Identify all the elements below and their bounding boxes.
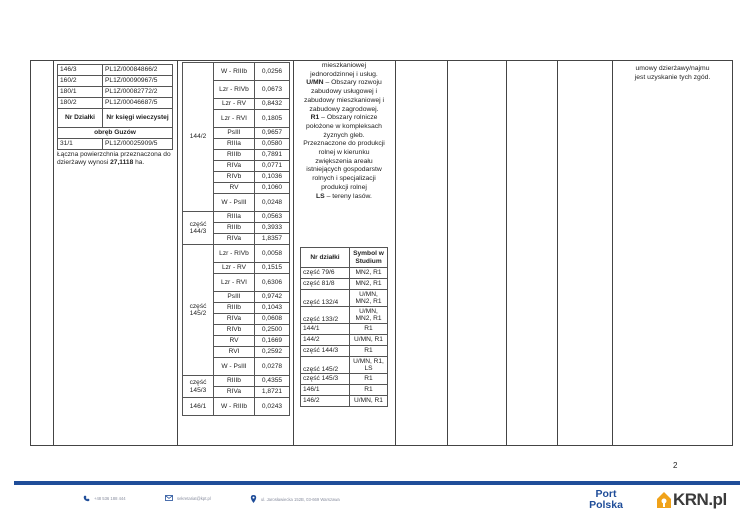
soil-area: 0,6306	[255, 274, 290, 292]
footer-address-text: ul. Jarosławiecka 152B, 03-669 Warszawa	[261, 496, 340, 502]
soil-class: RIVb	[214, 172, 255, 183]
obreb-label: obręb Guzów	[58, 128, 173, 139]
classification-parcel: 146/1	[183, 398, 214, 416]
studium-parcel: część 144/3	[301, 346, 350, 357]
right-note	[615, 65, 730, 82]
studium-parcel: część 145/3	[301, 374, 350, 385]
soil-class: RIIIa	[214, 139, 255, 150]
right-note-line-1: umowy dzierżawy/najmu	[635, 65, 710, 72]
soil-class: RIVa	[214, 161, 255, 172]
location-pin-icon	[250, 495, 257, 503]
soil-class: Lzr - RVI	[214, 274, 255, 292]
studium-row	[301, 357, 388, 374]
soil-class: W - RIIIb	[214, 63, 255, 81]
soil-class: Lzr - RVI	[214, 110, 255, 128]
studium-parcel: 144/2	[301, 335, 350, 346]
desc-r1-text: – Obszary rolnicze	[319, 114, 378, 122]
parcel-number: 31/1	[58, 139, 103, 150]
studium-row	[301, 324, 388, 335]
classification-row	[183, 212, 290, 223]
desc-ls-code: LS	[316, 192, 325, 200]
desc-line-2: jednorodzinnej i usług.	[310, 70, 378, 78]
soil-area: 1,8721	[255, 387, 290, 398]
classification-row	[183, 245, 290, 263]
soil-class: RV	[214, 336, 255, 347]
register-number: PL1Z/00025909/5	[103, 139, 173, 150]
studium-symbol: U/MN, R1	[350, 396, 388, 407]
studium-parcel: 146/1	[301, 385, 350, 396]
studium-row	[301, 335, 388, 346]
land-register-row	[58, 76, 173, 87]
footer-email	[165, 495, 211, 501]
soil-class: W - PsIII	[214, 194, 255, 212]
studium-symbol: R1	[350, 374, 388, 385]
studium-row	[301, 374, 388, 385]
frame-col-8	[557, 60, 558, 446]
desc-r1-code: R1	[310, 114, 320, 122]
frame-col-4	[293, 60, 294, 446]
total-area-suffix: ha.	[133, 159, 145, 167]
desc-line-4: zabudowy usługowej i	[310, 88, 378, 96]
desc-line-8: położone w kompleksach	[306, 122, 382, 130]
studium-symbol: R1	[350, 324, 388, 335]
parcel-number: 146/3	[58, 65, 103, 76]
soil-area: 0,9657	[255, 128, 290, 139]
footer-email-text[interactable]: sekretariat@kpt.pl	[177, 495, 211, 501]
soil-area: 0,0256	[255, 63, 290, 81]
land-register-header	[58, 109, 173, 128]
land-register-block	[57, 64, 175, 168]
register-number: PL1Z/00082772/2	[103, 87, 173, 98]
land-register-row	[58, 98, 173, 109]
desc-umn-code: U/MN	[306, 79, 324, 87]
classification-parcel: część 145/3	[183, 376, 214, 398]
desc-umn-text: – Obszary rozwoju	[323, 79, 382, 87]
soil-class: PsIII	[214, 128, 255, 139]
zoning-description	[298, 62, 390, 201]
desc-line-15: produkcji rolnej	[321, 183, 367, 191]
studium-row	[301, 396, 388, 407]
parcel-number: 180/1	[58, 87, 103, 98]
email-icon	[165, 495, 173, 501]
soil-area: 0,0608	[255, 314, 290, 325]
soil-class: PsIII	[214, 292, 255, 303]
classification-row	[183, 63, 290, 81]
classification-table	[182, 62, 290, 416]
logo-line-2: Polska	[589, 499, 623, 511]
classification-parcel: część 145/2	[183, 245, 214, 376]
footer-phone	[83, 495, 126, 502]
desc-line-9: żyznych gleb.	[323, 131, 365, 139]
studium-symbol: MN2, R1	[350, 279, 388, 290]
studium-parcel: część 79/6	[301, 268, 350, 279]
studium-row	[301, 268, 388, 279]
studium-symbol: R1	[350, 385, 388, 396]
soil-area: 0,7891	[255, 150, 290, 161]
total-area-prefix: Łączna powierzchnia przeznaczona do dzierżawy wynosi	[57, 151, 171, 167]
frame-col-1	[30, 60, 31, 446]
soil-area: 0,0248	[255, 194, 290, 212]
soil-class: Lzr - RIVb	[214, 81, 255, 99]
soil-area: 0,0580	[255, 139, 290, 150]
studium-symbol: U/MN, R1, LS	[350, 357, 388, 374]
footer-rule	[14, 481, 740, 485]
soil-class: W - PsIII	[214, 358, 255, 376]
footer-phone-text: +48 536 188 444	[94, 496, 126, 501]
studium-parcel: część 132/4	[301, 290, 350, 307]
parcel-number: 160/2	[58, 76, 103, 87]
soil-class: Lzr - RIVb	[214, 245, 255, 263]
desc-line-7	[298, 114, 390, 123]
soil-class: RVI	[214, 347, 255, 358]
desc-line-12: zwiększenia areału	[315, 157, 373, 165]
studium-row	[301, 346, 388, 357]
soil-area: 0,9742	[255, 292, 290, 303]
register-number: PL1Z/00084866/2	[103, 65, 173, 76]
register-number: PL1Z/00046687/5	[103, 98, 173, 109]
header-nr-ksiegi: Nr księgi wieczystej	[103, 109, 173, 128]
land-register-row	[58, 139, 173, 150]
desc-line-11: rolnej w kierunku	[318, 149, 370, 157]
soil-class: W - RIIIb	[214, 398, 255, 416]
soil-area: 0,1060	[255, 183, 290, 194]
logo-line-1: Port	[595, 488, 617, 500]
soil-class: Lzr - RV	[214, 263, 255, 274]
soil-class: RV	[214, 183, 255, 194]
studium-header-nr: Nr działki	[301, 248, 350, 268]
soil-area: 0,0771	[255, 161, 290, 172]
studium-symbol: MN2, R1	[350, 268, 388, 279]
frame-col-2	[53, 60, 54, 446]
soil-area: 0,0058	[255, 245, 290, 263]
frame-col-9	[612, 60, 613, 446]
soil-area: 1,8357	[255, 234, 290, 245]
studium-symbol: U/MN, MN2, R1	[350, 290, 388, 307]
classification-parcel: część 144/3	[183, 212, 214, 245]
soil-class: RIIIb	[214, 150, 255, 161]
desc-line-1: mieszkaniowej	[321, 62, 367, 69]
house-key-icon	[656, 491, 672, 509]
studium-table	[300, 247, 388, 407]
soil-area: 0,0673	[255, 81, 290, 99]
parcel-number: 180/2	[58, 98, 103, 109]
register-number: PL1Z/00090967/5	[103, 76, 173, 87]
page-number: 2	[673, 461, 678, 470]
soil-class: RIVb	[214, 325, 255, 336]
krn-watermark-text: KRN.pl	[673, 490, 727, 509]
desc-ls-text: – tereny lasów.	[324, 192, 372, 200]
soil-area: 0,8432	[255, 99, 290, 110]
soil-area: 0,3933	[255, 223, 290, 234]
studium-row	[301, 279, 388, 290]
soil-class: RIVa	[214, 314, 255, 325]
frame-col-6	[447, 60, 448, 446]
studium-symbol: R1	[350, 346, 388, 357]
desc-line-10: Przeznaczone do produkcji	[303, 140, 385, 148]
soil-class: RIIIb	[214, 223, 255, 234]
krn-watermark	[656, 490, 727, 510]
soil-area: 0,1515	[255, 263, 290, 274]
classification-parcel: 144/2	[183, 63, 214, 212]
classification-row	[183, 398, 290, 416]
soil-area: 0,1669	[255, 336, 290, 347]
soil-area: 0,0243	[255, 398, 290, 416]
frame-top-line	[30, 60, 733, 61]
frame-col-3	[177, 60, 178, 446]
total-area-note	[57, 151, 175, 168]
studium-header-sym: Symbol w Studium	[350, 248, 388, 268]
frame-bottom-line	[30, 445, 733, 446]
studium-parcel: część 133/2	[301, 307, 350, 324]
studium-parcel: 146/2	[301, 396, 350, 407]
studium-header	[301, 248, 388, 268]
soil-area: 0,2592	[255, 347, 290, 358]
right-note-line-2: jest uzyskanie tych zgód.	[634, 73, 711, 81]
studium-parcel: część 81/8	[301, 279, 350, 290]
land-register-table	[57, 64, 173, 150]
soil-class: RIIIb	[214, 303, 255, 314]
soil-area: 0,4355	[255, 376, 290, 387]
desc-line-3	[298, 79, 390, 88]
soil-class: Lzr - RV	[214, 99, 255, 110]
frame-col-5	[395, 60, 396, 446]
soil-area: 0,0563	[255, 212, 290, 223]
soil-area: 0,1036	[255, 172, 290, 183]
soil-area: 0,1805	[255, 110, 290, 128]
desc-line-16	[298, 193, 390, 202]
phone-icon	[83, 495, 90, 502]
classification-block	[182, 62, 290, 416]
studium-symbol: U/MN, MN2, R1	[350, 307, 388, 324]
studium-row	[301, 307, 388, 324]
soil-area: 0,2500	[255, 325, 290, 336]
total-area-value: 27,1118	[110, 159, 134, 167]
soil-class: RIVa	[214, 387, 255, 398]
soil-area: 0,0278	[255, 358, 290, 376]
soil-area: 0,1043	[255, 303, 290, 314]
frame-col-7	[506, 60, 507, 446]
frame-col-10	[732, 60, 733, 446]
desc-line-13: istniejących gospodarstw	[306, 166, 382, 174]
obreb-row	[58, 128, 173, 139]
land-register-row	[58, 87, 173, 98]
studium-parcel: 144/1	[301, 324, 350, 335]
port-polska-logo	[576, 489, 636, 511]
land-register-row	[58, 65, 173, 76]
studium-parcel: część 145/2	[301, 357, 350, 374]
soil-class: RIIIb	[214, 376, 255, 387]
header-nr-dzialki: Nr Działki	[58, 109, 103, 128]
footer-address	[250, 495, 340, 503]
studium-row	[301, 290, 388, 307]
soil-class: RIVa	[214, 234, 255, 245]
classification-row	[183, 376, 290, 387]
studium-symbol: U/MN, R1	[350, 335, 388, 346]
desc-line-6: zabudowy zagrodowej.	[309, 105, 379, 113]
soil-class: RIIIa	[214, 212, 255, 223]
studium-block	[300, 247, 388, 407]
desc-line-14: rolnych i specjalizacji	[312, 175, 376, 183]
studium-row	[301, 385, 388, 396]
desc-line-5: zabudowy mieszkaniowej i	[303, 96, 385, 104]
